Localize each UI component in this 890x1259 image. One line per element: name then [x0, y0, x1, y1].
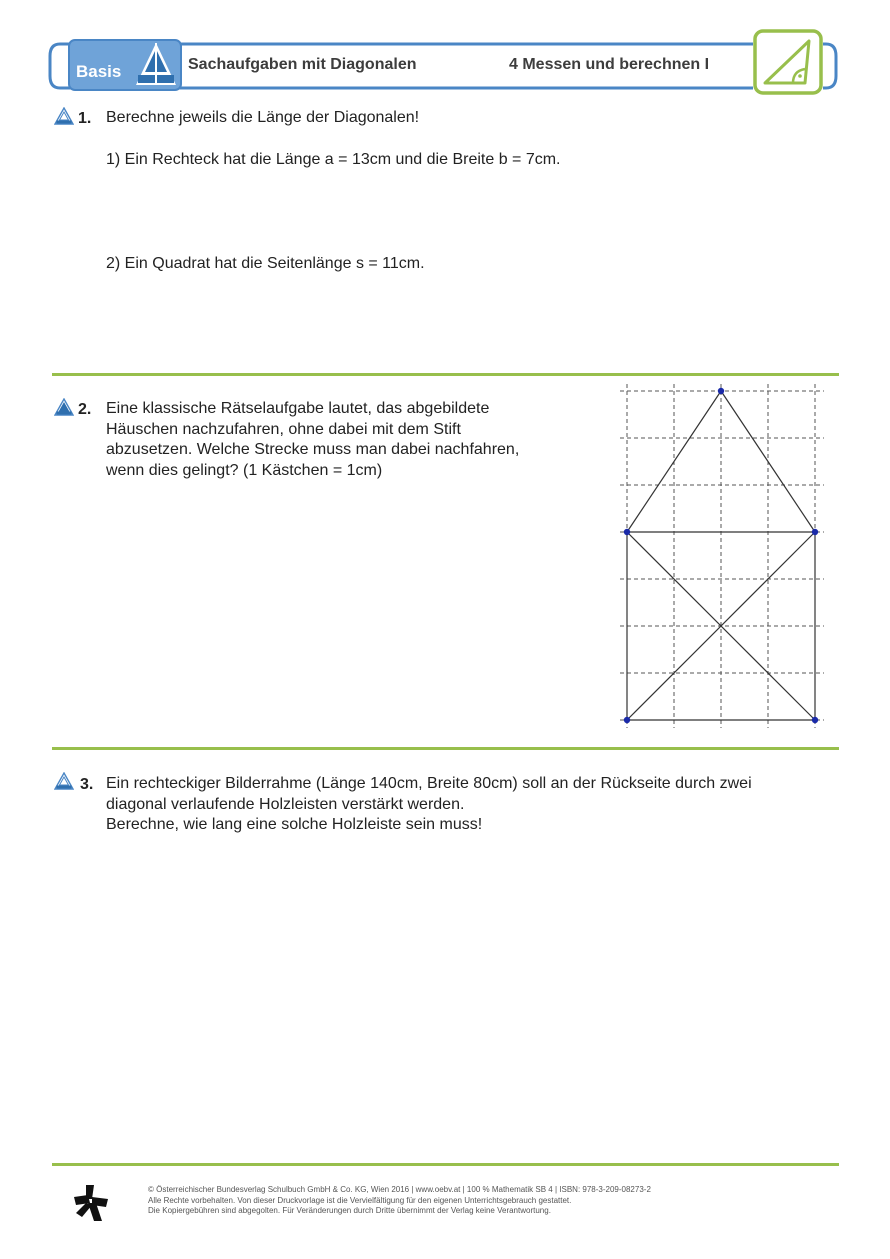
- task-1-instruction: Berechne jeweils die Länge der Diagonalen!: [106, 109, 420, 126]
- task-separator: [52, 747, 839, 750]
- task-3-line: diagonal verlaufende Holzleisten verstärkt werden.: [106, 795, 465, 813]
- triangle-ruler-logo: [753, 29, 823, 95]
- task-3-line: Berechne, wie lang eine solche Holzleiste sein muss!: [106, 816, 483, 833]
- chapter-title: 4 Messen und berechnen I: [509, 56, 710, 73]
- task-2-line: Eine klassische Rätselaufgabe lautet, das abgebildete: [106, 400, 490, 417]
- task-2-line: abzusetzen. Welche Strecke muss man dabei nachfahren,: [106, 441, 520, 458]
- basis-level-icon: [54, 772, 74, 790]
- task-3-line: Ein rechteckiger Bilderrahme (Länge 140cm, Breite 80cm) soll an der Rückseite durch zwei: [106, 775, 752, 792]
- worksheet-title: Sachaufgaben mit Diagonalen: [188, 56, 417, 73]
- task-1-number: 1.: [78, 110, 92, 127]
- task-3-text: [106, 774, 841, 836]
- task-3-number: 3.: [80, 776, 94, 793]
- oebv-logo: [72, 1183, 110, 1223]
- copyright-line: Alle Rechte vorbehalten. Von dieser Druckvorlage ist die Vervielfältigung für den eigenen Unterrichtsgebrauch gestattet.: [148, 1195, 572, 1205]
- task-2-line: Häuschen nachzufahren, ohne dabei mit dem Stift: [106, 420, 461, 438]
- basis-level-icon: [54, 398, 74, 416]
- copyright-line: © Österreichischer Bundesverlag Schulbuch GmbH & Co. KG, Wien 2016 | www.oebv.at | 100 % Mathematik SB 4 | ISBN: 978-3-209-08273-2: [148, 1185, 651, 1194]
- task-2-number: 2.: [78, 401, 92, 418]
- task-separator: [52, 373, 839, 376]
- task-1-subtask-1: 1) Ein Rechteck hat die Länge a = 13cm und die Breite b = 7cm.: [106, 151, 561, 168]
- footer-separator: [52, 1163, 839, 1166]
- copyright-notice: [148, 1185, 651, 1217]
- house-of-nicholas-grid: [612, 380, 838, 732]
- task-1-subtask-2: 2) Ein Quadrat hat die Seitenlänge s = 11cm.: [106, 255, 425, 272]
- copyright-line: Die Kopiergebühren sind abgegolten. Für Veränderungen durch Dritte übernimmt der Verlag keine Verantwortung.: [148, 1206, 551, 1215]
- basis-level-icon: [54, 107, 74, 125]
- level-label: Basis: [76, 62, 122, 81]
- task-2-line: wenn dies gelingt? (1 Kästchen = 1cm): [106, 461, 383, 479]
- task-2-text: [106, 399, 586, 481]
